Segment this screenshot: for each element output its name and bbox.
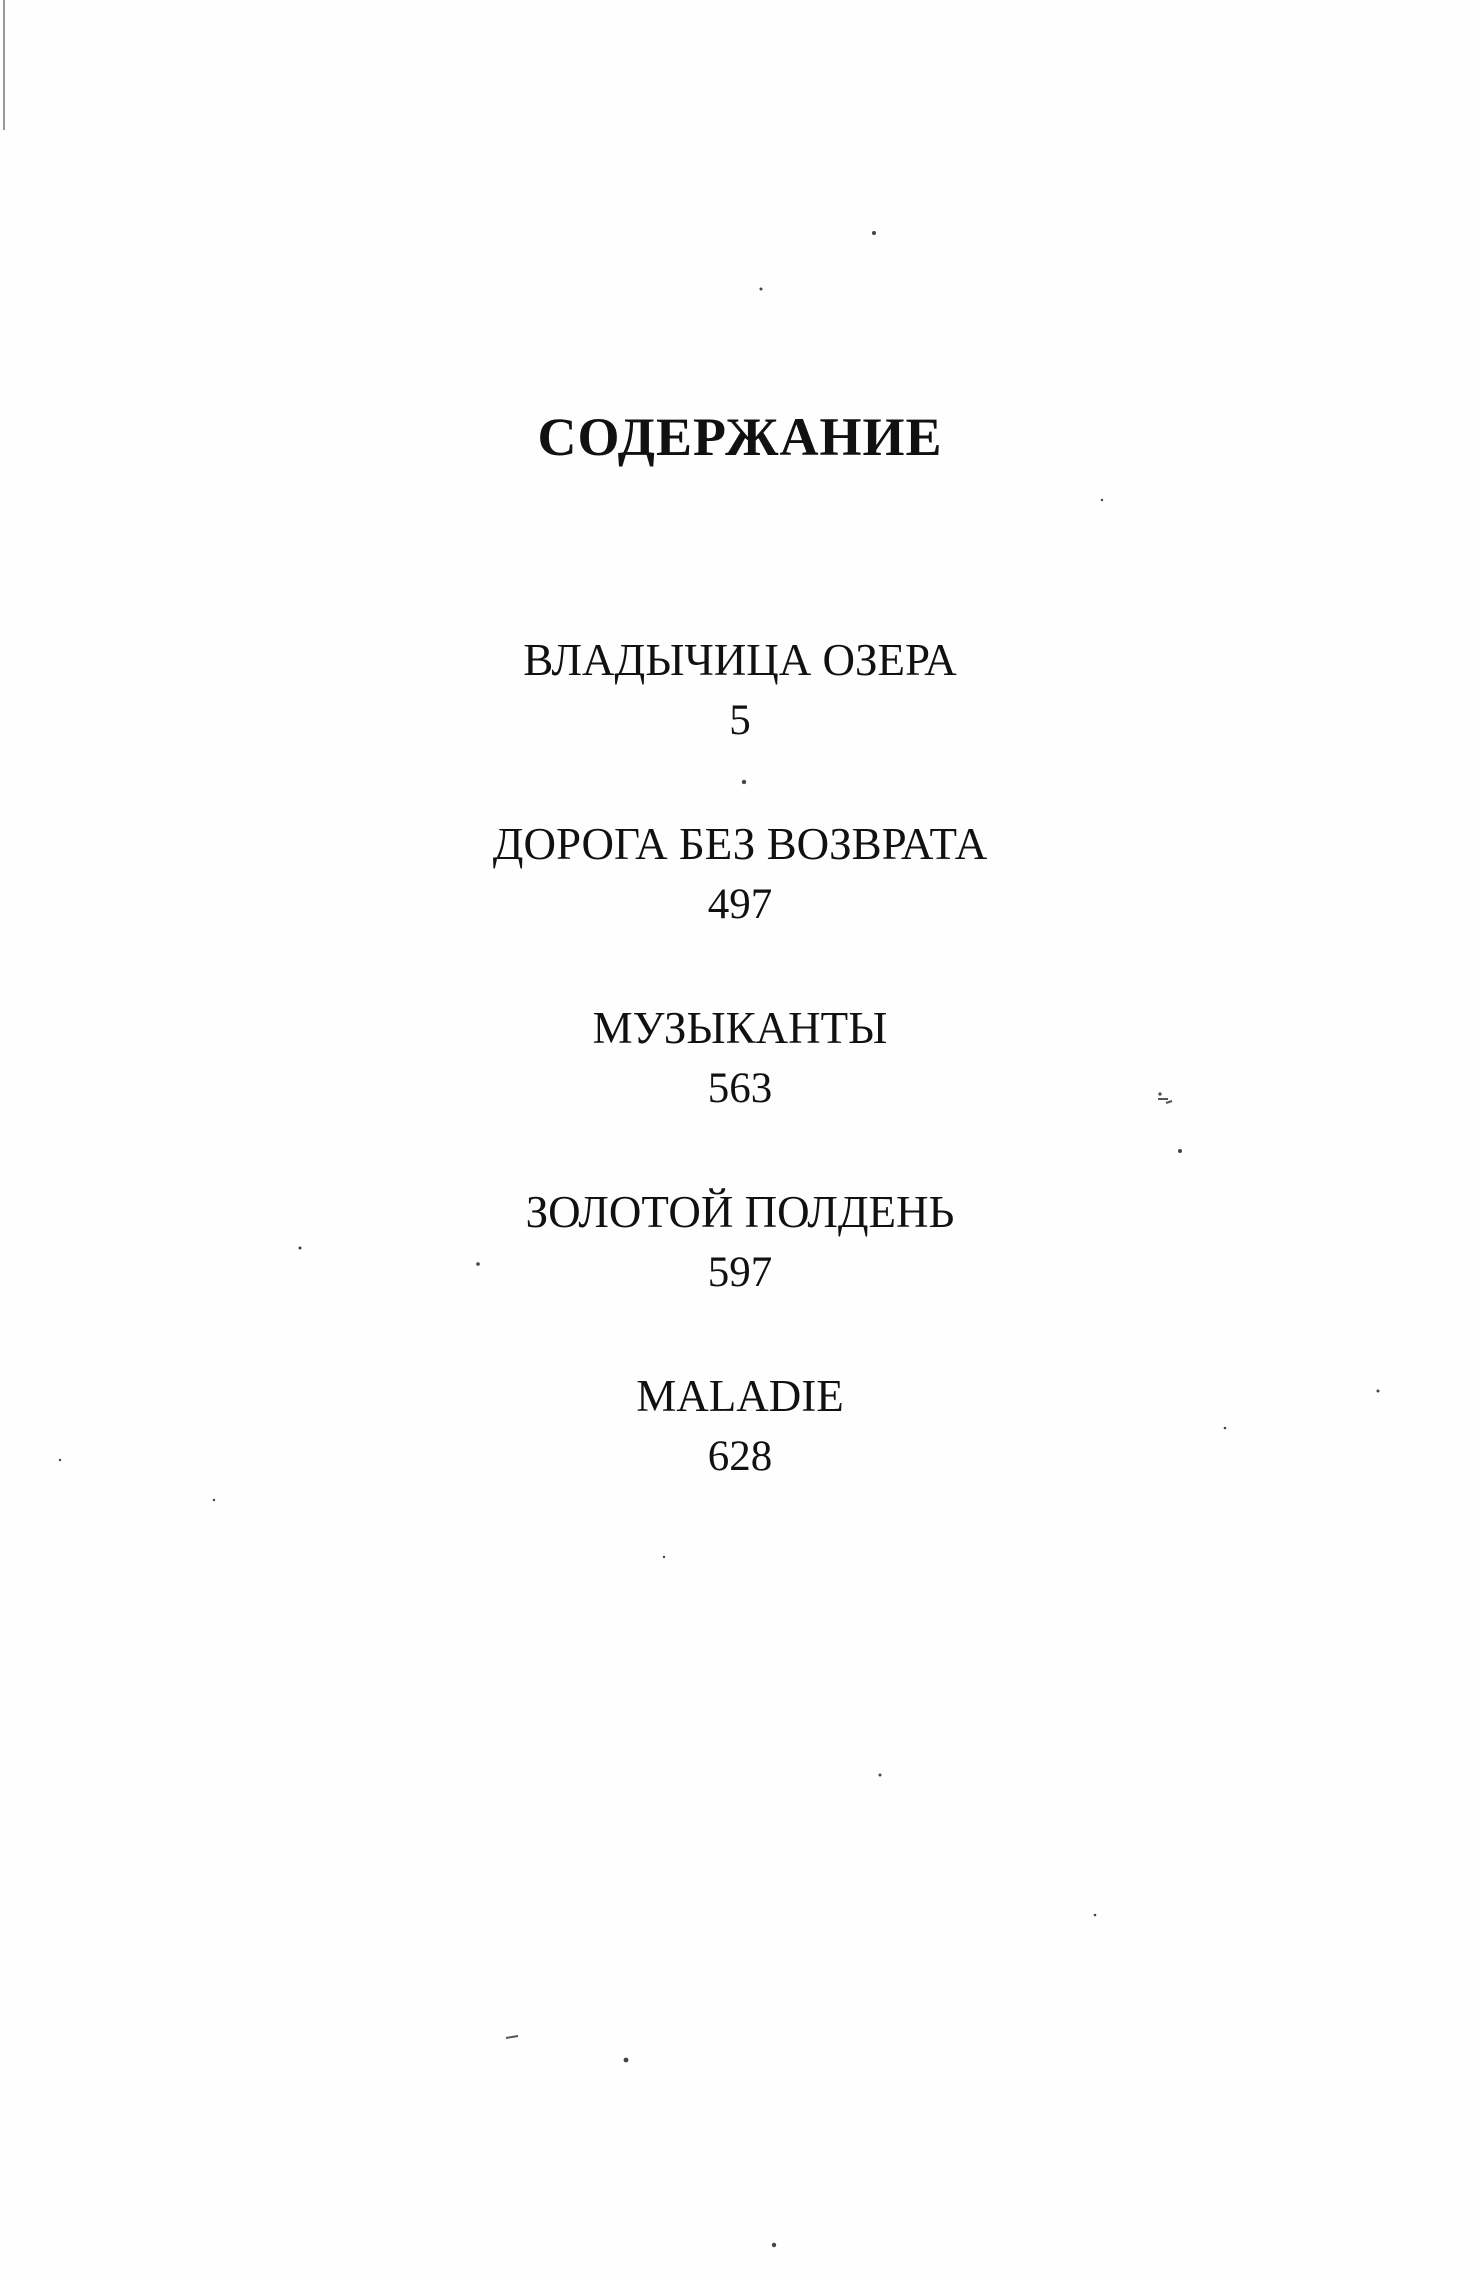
toc-entry-title: ВЛАДЫЧИЦА ОЗЕРА bbox=[523, 635, 957, 685]
toc-entry-page: 628 bbox=[707, 1433, 773, 1480]
toc-entry-page: 563 bbox=[707, 1065, 773, 1112]
toc-entry-page: 597 bbox=[707, 1249, 773, 1296]
toc-entry bbox=[0, 1364, 1480, 1486]
toc-entry bbox=[0, 1180, 1480, 1302]
toc-entry-page: 497 bbox=[707, 881, 773, 928]
toc-entry-page: 5 bbox=[729, 697, 751, 744]
page-title: СОДЕРЖАНИЕ bbox=[537, 407, 943, 467]
toc-entry-title: ЗОЛОТОЙ ПОЛДЕНЬ bbox=[525, 1187, 955, 1237]
toc-entry-title: ДОРОГА БЕЗ ВОЗВРАТА bbox=[492, 819, 988, 869]
toc-entry-title: MALADIE bbox=[636, 1371, 844, 1421]
toc-entry bbox=[0, 996, 1480, 1118]
toc-entry bbox=[0, 628, 1480, 750]
toc-entry-title: МУЗЫКАНТЫ bbox=[592, 1003, 888, 1053]
toc-entry bbox=[0, 812, 1480, 934]
